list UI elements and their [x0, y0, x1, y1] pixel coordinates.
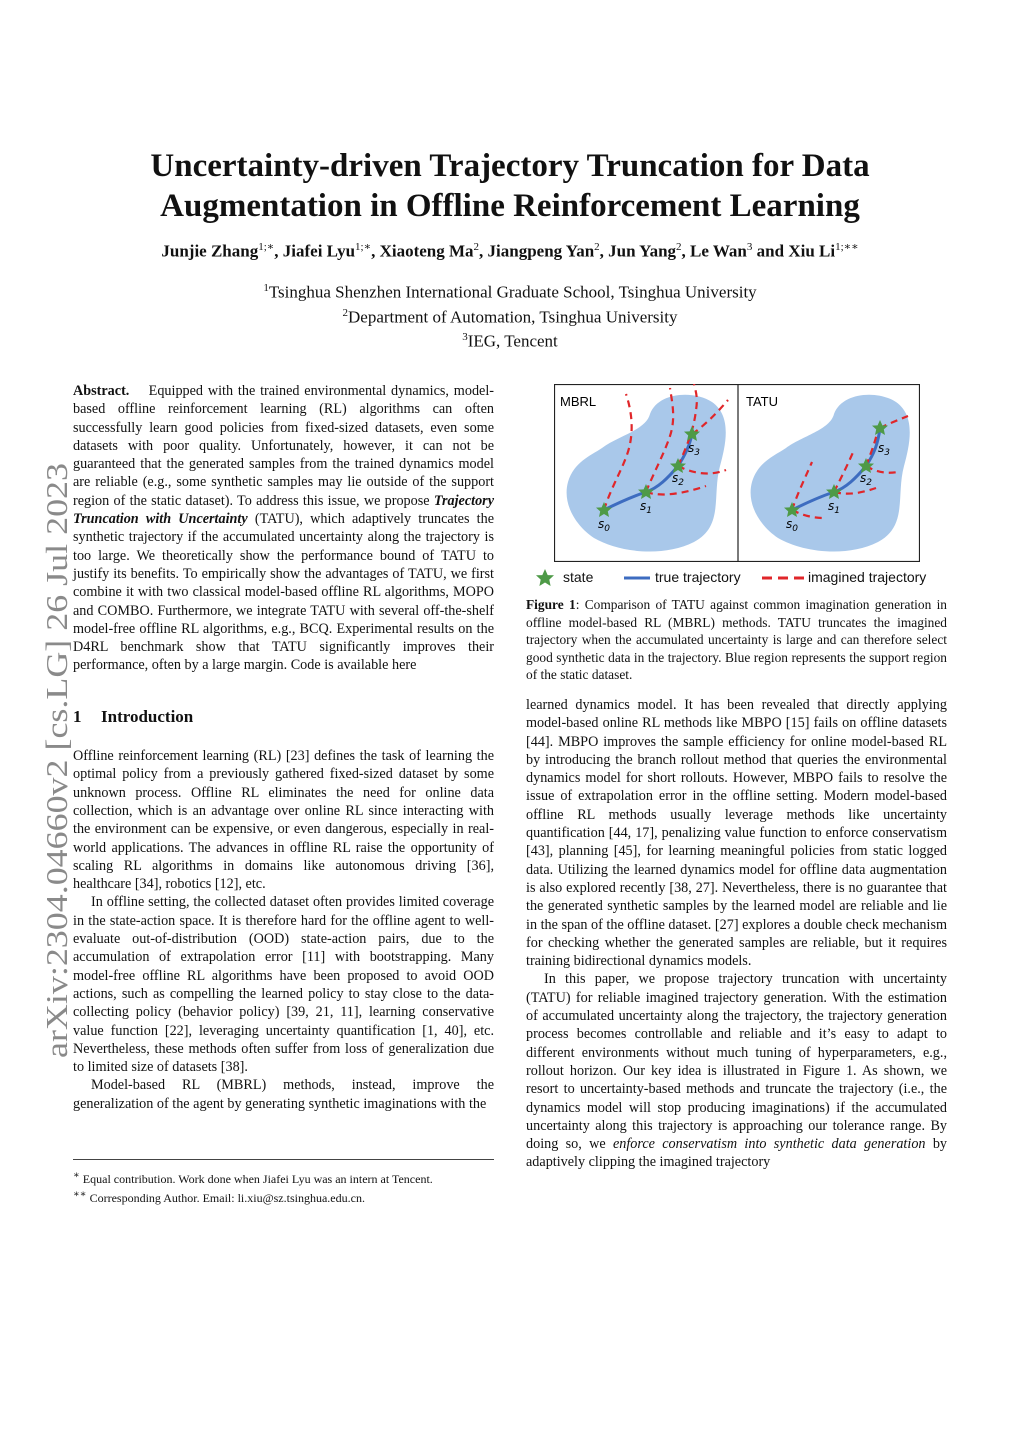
intro-paragraph-2: In offline setting, the collected dataset often provides limited coverage in the state-action space. It is therefore hard for the offline agent to well-evaluate out-of-distribution (OOD) state-action pairs, due to the accumulation of extrapolation error [11] with bootstrapping. Many model-free offline RL algorithms have been proposed to avoid OOD actions, such as compelling the learned policy to stay close to the data-collecting policy (behavior policy) [39, 21, 11], learning conservative value function [22], leveraging uncertainty quantification [1, 40], etc. Nevertheless, these methods often suffer from loss of generalization due to limited size of datasets [38].: [73, 894, 494, 1076]
footnotes: [73, 1159, 494, 1206]
author-name: Le Wan: [690, 241, 747, 261]
section-heading-introduction: [73, 708, 494, 726]
abstract-label: Abstract.: [73, 383, 130, 399]
affiliation-list: [60, 278, 960, 352]
affiliation: $^1$Tsinghua Shenzhen International Graduate School, Tsinghua University: [263, 282, 757, 302]
svg-text:s3: $s_3$: [878, 441, 890, 458]
panel-tatu-label: TATU: [746, 394, 779, 409]
figure-1-illustration: [554, 384, 920, 562]
arxiv-stamp: [18, 460, 78, 1060]
arxiv-stamp-text: arXiv:2304.04660v2 [cs.LG] 26 Jul 2023: [39, 544, 74, 1058]
author-separator: ,: [371, 241, 380, 261]
caption-text: : Comparison of TATU against common imagination generation in offline model-based RL (MBRL) methods. TATU truncates the imagined trajectory when the accumulated uncertainty is large and can therefore select good synthetic data in the trajectory. Blue region represents the support region of the static dataset.: [526, 597, 947, 682]
affiliation: $^3$IEG, Tencent: [462, 331, 558, 351]
author-separator: ,: [681, 241, 691, 261]
abstract-text-b: (TATU), which adaptively truncates the synthetic trajectory if the accumulated uncertainty along the trajectory is too large. We theoretically show the performance bound of TATU to justify its benefits. To empirically show the advantages of TATU, we first combine it with two classical model-based offline RL algorithms, MOPO and COMBO. Furthermore, we integrate TATU with several off-the-shelf model-free offline RL algorithms, e.g., BCQ. Experimental results on the D4RL benchmark show that TATU significantly improves their performance, often by a large margin. Code is available here: [73, 511, 495, 674]
section-number: 1: [73, 706, 82, 726]
caption-label: Figure 1: [526, 597, 576, 612]
panel-mbrl-label: MBRL: [560, 394, 597, 409]
author-affiliation-mark: 1;∗: [355, 241, 372, 253]
abstract: [73, 382, 494, 675]
method-name: Trajectory Truncation with Uncertainty: [73, 492, 494, 528]
author-affiliation-mark: 2: [473, 241, 480, 253]
author-affiliation-mark: 2: [594, 241, 600, 253]
panel-tatu: [746, 394, 910, 552]
paper-title: [60, 146, 960, 226]
title-line-1: Uncertainty-driven Trajectory Truncation for Data: [150, 148, 870, 184]
abstract-text-a: Equipped with the trained environmental dynamics, model-based offline reinforcement learning (RL) algorithms can often successfully learn good policies from fixed-sized datasets, even some datasets with poor quality. Unfortunately, however, it can not be guaranteed that the generated samples from the trained dynamics model are reliable (e.g., some synthetic samples may lie outside of the support region of the static dataset). To address this issue, we propose: [73, 383, 494, 509]
author-separator: and: [752, 241, 789, 261]
author-affiliation-mark: 1;∗: [258, 241, 275, 253]
author-name: Xiaoteng Ma: [379, 241, 474, 261]
author-affiliation-mark: 1;∗∗: [835, 241, 859, 253]
figure-caption: [526, 596, 947, 684]
intro-paragraph-4: In this paper, we propose trajectory truncation with uncertainty (TATU) for reliable imagined trajectory generation. With the estimation of accumulated uncertainty along the trajectory, the trajectory generation process becomes controllable and reliable and it’s easy to adapt to different environments without much tuning of hyperparameters, e.g., rollout horizon. Our key idea is illustrated in Figure 1. As shown, we resort to uncertainty-based methods and truncate the trajectory (i.e., the dynamics model will stop producing imaginations) if the accumulated uncertainty along this trajectory is approaching our tolerance range. By doing so, we enforce conservatism into synthetic data generation by adaptively clipping the imagined trajectory: [526, 971, 948, 1171]
panel-mbrl: [560, 384, 728, 552]
svg-text:s0: $s_0$: [598, 517, 610, 534]
author-name: Xiu Li: [788, 241, 836, 261]
legend-state-icon: [536, 569, 554, 586]
figure-legend: [530, 566, 950, 590]
intro-paragraph-3: Model-based RL (MBRL) methods, instead, improve the generalization of the agent by generating synthetic imaginations with the: [73, 1077, 494, 1112]
legend-true-label: true trajectory: [655, 569, 741, 585]
section-title: Introduction: [101, 706, 194, 726]
author-name: Jiangpeng Yan: [487, 241, 595, 261]
svg-text:s1: $s_1$: [640, 499, 652, 516]
author-affiliation-mark: 3: [746, 241, 753, 253]
footnote-1: ∗ Equal contribution. Work done when Jiafei Lyu was an intern at Tencent.: [73, 1170, 433, 1186]
author-separator: ,: [274, 241, 283, 261]
support-region: [751, 395, 910, 552]
svg-text:s2: $s_2$: [672, 471, 684, 488]
intro-paragraph-1: Offline reinforcement learning (RL) [23] defines the task of learning the optimal policy from a previously gathered fixed-sized dataset by some unknown process. Offline RL eliminates the need for online data collection, which is an advantage over online RL since interacting with the environment can be expensive, or even dangerous, especially in real-world applications. The advances in offline RL raise the opportunity of scaling RL algorithms in domains like autonomous driving [36], healthcare [34], robotics [12], etc.: [73, 748, 494, 893]
legend-state-label: state: [563, 569, 594, 585]
author-list: [40, 240, 980, 262]
svg-text:s1: $s_1$: [828, 499, 840, 516]
svg-text:s3: $s_3$: [688, 441, 700, 458]
legend-imagined-label: imagined trajectory: [808, 569, 927, 585]
author-name: Junjie Zhang: [161, 241, 259, 261]
right-column: [526, 696, 947, 1172]
author-name: Jiafei Lyu: [282, 241, 356, 261]
author-name: Jun Yang: [608, 241, 677, 261]
author-separator: ,: [479, 241, 488, 261]
author-separator: ,: [599, 241, 609, 261]
left-column: [73, 382, 494, 1113]
affiliation: $^2$Department of Automation, Tsinghua University: [342, 306, 678, 327]
title-line-2: Augmentation in Offline Reinforcement Learning: [160, 188, 860, 224]
intro-paragraph-3-continued: learned dynamics model. It has been revealed that directly applying model-based online RL methods like MBPO [15] fails on offline datasets [44]. MBPO improves the sample efficiency for online model-based RL by introducing the branch rollout method that queries the environmental dynamics model for short rollouts. However, MBPO fails to resolve the issue of extrapolation error in the offline setting. Modern model-based offline RL methods usually leverage methods like uncertainty quantification [44, 17], penalizing value function to enforce conservatism [43], planning [45], for learning meaningful policies from static logged data. Utilizing the learned dynamics model for offline data augmentation is also explored recently [38, 27]. Nevertheless, there is no guarantee that the generated synthetic samples by the learned model are reliable and lie in the span of the offline dataset. [27] explores a double check mechanism for checking whether the generated samples are reliable, but it requires training bidirectional dynamics models.: [526, 697, 947, 970]
svg-text:s2: $s_2$: [860, 471, 872, 488]
author-affiliation-mark: 2: [676, 241, 682, 253]
svg-text:s0: $s_0$: [786, 517, 798, 534]
footnote-2: ∗∗ Corresponding Author. Email: li.xiu@sz.tsinghua.edu.cn.: [73, 1189, 365, 1205]
